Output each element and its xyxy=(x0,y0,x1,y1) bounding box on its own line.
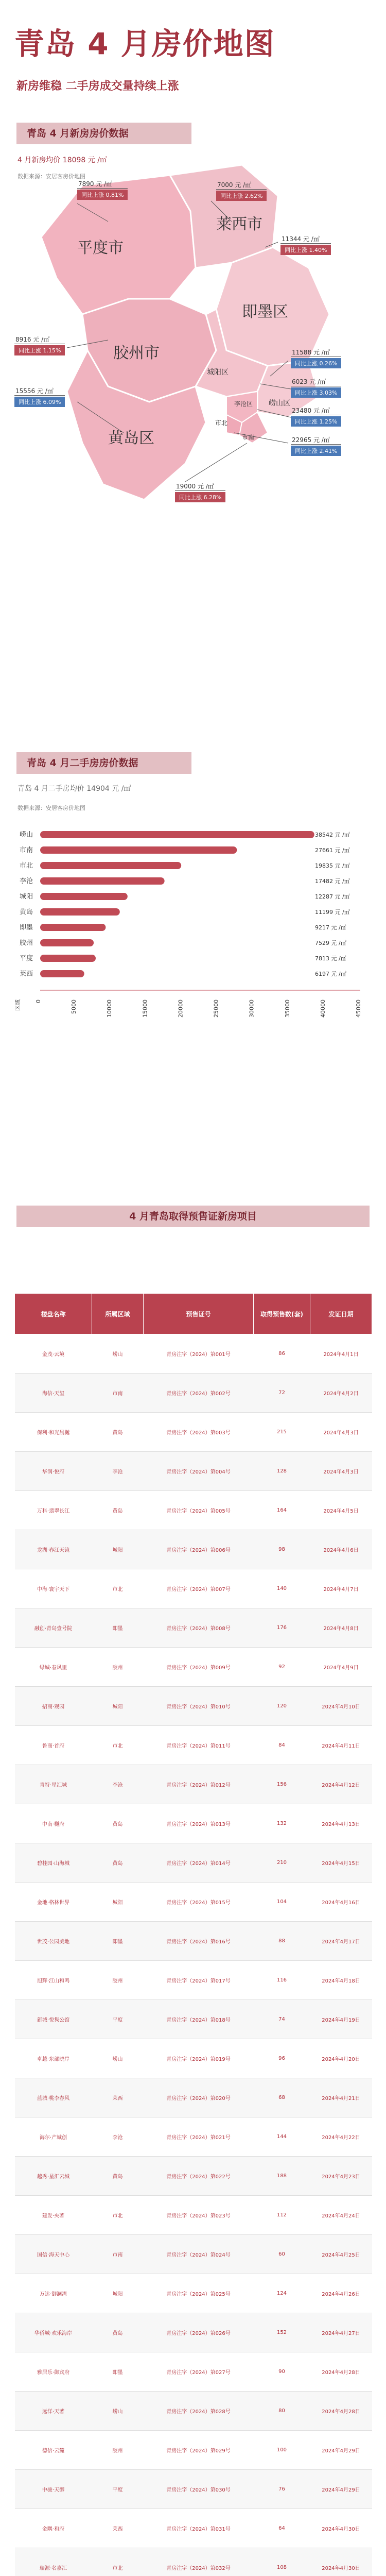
callout-tag: 同比上涨 1.15% xyxy=(14,345,65,355)
bar-value-label: 12287 元 /㎡ xyxy=(315,893,350,900)
callout-tag: 同比上涨 6.28% xyxy=(175,492,225,502)
table-cell: 即墨 xyxy=(92,1608,144,1648)
table-cell: 青房注字（2024）第007号 xyxy=(144,1569,254,1608)
district-label-pingdu: 平度市 xyxy=(77,239,124,257)
bar-value-label: 7813 元 /㎡ xyxy=(315,955,346,962)
table-cell: 2024年4月1日 xyxy=(310,1334,372,1374)
table-cell: 2024年4月29日 xyxy=(310,2431,372,2470)
bar-category-label: 黄岛 xyxy=(20,908,33,916)
table-cell: 旭辉·江山和鸣 xyxy=(15,1961,92,2000)
table-cell: 中骏·天御 xyxy=(15,2470,92,2509)
table-cell: 青房注字（2024）第020号 xyxy=(144,2078,254,2117)
table-cell: 90 xyxy=(254,2352,310,2392)
col-header-district: 所属区域 xyxy=(92,1294,144,1334)
table-cell: 青房注字（2024）第030号 xyxy=(144,2470,254,2509)
table-cell: 华侨城·欢乐海岸 xyxy=(15,2313,92,2352)
table-row xyxy=(15,2470,372,2509)
table-cell: 64 xyxy=(254,2509,310,2548)
table-cell: 2024年4月25日 xyxy=(310,2235,372,2274)
callout-tag: 同比上涨 3.03% xyxy=(291,387,341,398)
table-cell: 120 xyxy=(254,1687,310,1726)
table-row xyxy=(15,1569,372,1608)
table-cell: 140 xyxy=(254,1569,310,1608)
table-cell: 2024年4月11日 xyxy=(310,1726,372,1765)
table-cell: 96 xyxy=(254,2039,310,2078)
table-row xyxy=(15,2352,372,2392)
table-cell: 2024年4月17日 xyxy=(310,1922,372,1961)
table-row xyxy=(15,1413,372,1452)
table-cell: 青房注字（2024）第010号 xyxy=(144,1687,254,1726)
table-cell: 2024年4月23日 xyxy=(310,2157,372,2196)
table-cell: 100 xyxy=(254,2431,310,2470)
table-row xyxy=(15,1765,372,1804)
table-row xyxy=(15,1961,372,2000)
presale-table-wrap xyxy=(14,1293,372,2576)
district-label-licang: 李沧区 xyxy=(234,400,253,408)
table-cell: 152 xyxy=(254,2313,310,2352)
bar-value-label: 19835 元 /㎡ xyxy=(315,862,350,869)
table-row xyxy=(15,1452,372,1491)
table-cell: 2024年4月8日 xyxy=(310,1608,372,1648)
section-title-new-house: 青岛 4 月新房房价数据 xyxy=(16,123,191,144)
callout-value: 22965 元 /㎡ xyxy=(291,435,341,445)
table-cell: 2024年4月7日 xyxy=(310,1569,372,1608)
table-cell: 青房注字（2024）第016号 xyxy=(144,1922,254,1961)
table-cell: 青房注字（2024）第028号 xyxy=(144,2392,254,2431)
table-cell: 崂山 xyxy=(92,2039,144,2078)
table-cell: 2024年4月12日 xyxy=(310,1765,372,1804)
table-cell: 青房注字（2024）第029号 xyxy=(144,2431,254,2470)
table-cell: 绿城·春风里 xyxy=(15,1648,92,1687)
table-cell: 青房注字（2024）第005号 xyxy=(144,1491,254,1530)
table-cell: 2024年4月10日 xyxy=(310,1687,372,1726)
table-cell: 崂山 xyxy=(92,2392,144,2431)
district-label-huangdao: 黄岛区 xyxy=(108,429,154,447)
table-cell: 即墨 xyxy=(92,1922,144,1961)
table-row xyxy=(15,1491,372,1530)
second-hand-avg: 青岛 4 月二手房均价 14904 元 /㎡ xyxy=(17,785,131,793)
col-header-units: 取得预售数(套) xyxy=(254,1294,310,1334)
callout-tag: 同比上涨 0.81% xyxy=(77,190,128,200)
table-cell: 2024年4月9日 xyxy=(310,1648,372,1687)
table-cell: 国信·海天中心 xyxy=(15,2235,92,2274)
table-row xyxy=(15,2039,372,2078)
table-cell: 青房注字（2024）第009号 xyxy=(144,1648,254,1687)
district-label-jimo: 即墨区 xyxy=(242,303,288,321)
second-hand-source: 数据来源：安居客房价地图 xyxy=(17,805,85,811)
table-cell: 74 xyxy=(254,2000,310,2039)
table-cell: 李沧 xyxy=(92,1452,144,1491)
table-cell: 青特·星汇城 xyxy=(15,1765,92,1804)
table-cell: 2024年4月28日 xyxy=(310,2352,372,2392)
table-cell: 青房注字（2024）第031号 xyxy=(144,2509,254,2548)
table-cell: 2024年4月2日 xyxy=(310,1374,372,1413)
table-row xyxy=(15,2157,372,2196)
table-cell: 崂山 xyxy=(92,1334,144,1374)
table-row xyxy=(15,1883,372,1922)
bar-value-label: 11199 元 /㎡ xyxy=(315,909,350,916)
table-cell: 黄岛 xyxy=(92,2157,144,2196)
table-cell: 黄岛 xyxy=(92,1413,144,1452)
table-cell: 鲁商·首府 xyxy=(15,1726,92,1765)
callout-value: 23480 元 /㎡ xyxy=(291,406,341,415)
table-cell: 招商·观园 xyxy=(15,1687,92,1726)
table-row xyxy=(15,2117,372,2157)
table-row xyxy=(15,1648,372,1687)
callout-tag: 同比上涨 1.40% xyxy=(280,245,331,255)
table-cell: 68 xyxy=(254,2078,310,2117)
table-cell: 2024年4月29日 xyxy=(310,2470,372,2509)
table-cell: 2024年4月24日 xyxy=(310,2196,372,2235)
bar xyxy=(40,939,94,946)
table-cell: 108 xyxy=(254,2548,310,2576)
table-cell: 华润·悦府 xyxy=(15,1452,92,1491)
table-cell: 青房注字（2024）第013号 xyxy=(144,1804,254,1843)
table-row xyxy=(15,1922,372,1961)
table-cell: 青房注字（2024）第011号 xyxy=(144,1726,254,1765)
table-row xyxy=(15,1608,372,1648)
x-tick-label: 0 xyxy=(35,999,42,1003)
table-cell: 越秀·星汇云城 xyxy=(15,2157,92,2196)
table-cell: 海尔·产城创 xyxy=(15,2117,92,2157)
callout-value: 8916 元 /㎡ xyxy=(14,335,65,344)
table-cell: 李沧 xyxy=(92,2117,144,2157)
callout-jiaozhou xyxy=(14,335,65,355)
table-cell: 210 xyxy=(254,1843,310,1883)
section-title-presale: 4 月青岛取得预售证新房项目 xyxy=(16,1206,370,1227)
table-cell: 中南·樾府 xyxy=(15,1804,92,1843)
table-cell: 青房注字（2024）第012号 xyxy=(144,1765,254,1804)
table-cell: 雅居乐·御宾府 xyxy=(15,2352,92,2392)
bar xyxy=(40,862,181,869)
callout-tag: 同比上涨 2.41% xyxy=(291,446,341,456)
table-cell: 2024年4月3日 xyxy=(310,1452,372,1491)
callout-value: 11344 元 /㎡ xyxy=(280,234,331,244)
table-cell: 青房注字（2024）第008号 xyxy=(144,1608,254,1648)
table-cell: 青房注字（2024）第001号 xyxy=(144,1334,254,1374)
callout-tag: 同比上涨 6.09% xyxy=(14,397,65,407)
second-hand-bar-chart xyxy=(0,819,386,1066)
bar-value-label: 7529 元 /㎡ xyxy=(315,940,346,946)
table-cell: 青房注字（2024）第004号 xyxy=(144,1452,254,1491)
table-cell: 青房注字（2024）第023号 xyxy=(144,2196,254,2235)
bar xyxy=(40,846,237,854)
page-title: 青岛 4 月房价地图 xyxy=(14,26,275,61)
table-cell: 黄岛 xyxy=(92,1804,144,1843)
table-row xyxy=(15,1804,372,1843)
table-cell: 2024年4月13日 xyxy=(310,1804,372,1843)
table-cell: 98 xyxy=(254,1530,310,1569)
table-row xyxy=(15,1687,372,1726)
bar-category-label: 莱西 xyxy=(20,970,33,978)
table-header-row xyxy=(15,1294,372,1334)
table-cell: 2024年4月27日 xyxy=(310,2313,372,2352)
page-subtitle: 新房维稳 二手房成交量持续上涨 xyxy=(16,80,179,93)
table-cell: 92 xyxy=(254,1648,310,1687)
table-cell: 城阳 xyxy=(92,1687,144,1726)
table-cell: 72 xyxy=(254,1374,310,1413)
table-cell: 青房注字（2024）第015号 xyxy=(144,1883,254,1922)
new-house-source: 数据来源：安居客房价地图 xyxy=(17,173,85,180)
table-cell: 世茂·公园美地 xyxy=(15,1922,92,1961)
table-cell: 2024年4月3日 xyxy=(310,1413,372,1452)
presale-table xyxy=(14,1293,372,2576)
table-cell: 建发·央著 xyxy=(15,2196,92,2235)
bar xyxy=(40,955,96,962)
table-cell: 104 xyxy=(254,1883,310,1922)
district-map xyxy=(0,144,386,567)
table-cell: 中海·寰宇天下 xyxy=(15,1569,92,1608)
table-cell: 胶州 xyxy=(92,1961,144,2000)
table-cell: 龙湖·春江天镜 xyxy=(15,1530,92,1569)
callout-tag: 同比上涨 1.25% xyxy=(291,416,341,427)
table-cell: 卓越·东部晓岸 xyxy=(15,2039,92,2078)
callout-licang xyxy=(291,348,341,368)
bar-category-label: 市北 xyxy=(20,862,33,870)
col-header-permit: 预售证号 xyxy=(144,1294,254,1334)
table-row xyxy=(15,2274,372,2313)
table-cell: 2024年4月15日 xyxy=(310,1843,372,1883)
bar xyxy=(40,908,120,916)
bar-value-label: 38542 元 /㎡ xyxy=(315,832,350,838)
table-cell: 124 xyxy=(254,2274,310,2313)
x-tick-label: 15000 xyxy=(142,999,149,1018)
col-header-project: 楼盘名称 xyxy=(15,1294,92,1334)
table-row xyxy=(15,2509,372,2548)
table-cell: 李沧 xyxy=(92,1765,144,1804)
table-cell: 215 xyxy=(254,1413,310,1452)
table-row xyxy=(15,2313,372,2352)
district-label-chengyang: 城阳区 xyxy=(207,368,229,377)
table-cell: 平度 xyxy=(92,2470,144,2509)
callout-value: 19000 元 /㎡ xyxy=(175,482,225,491)
callout-value: 6023 元 /㎡ xyxy=(291,377,341,386)
table-cell: 2024年4月16日 xyxy=(310,1883,372,1922)
table-cell: 城阳 xyxy=(92,1530,144,1569)
bar xyxy=(40,831,314,838)
table-row xyxy=(15,1843,372,1883)
x-tick-label: 5000 xyxy=(71,999,78,1014)
table-cell: 平度 xyxy=(92,2000,144,2039)
bar-category-label: 市南 xyxy=(20,846,33,854)
district-label-laixi: 莱西市 xyxy=(216,215,262,233)
table-cell: 156 xyxy=(254,1765,310,1804)
table-cell: 2024年4月6日 xyxy=(310,1530,372,1569)
table-cell: 远洋·天著 xyxy=(15,2392,92,2431)
x-tick-label: 35000 xyxy=(284,999,291,1018)
table-cell: 万科·翡翠长江 xyxy=(15,1491,92,1530)
bar-value-label: 9217 元 /㎡ xyxy=(315,924,346,931)
table-row xyxy=(15,2000,372,2039)
table-cell: 保利·和光晨樾 xyxy=(15,1413,92,1452)
table-cell: 瑞源·名嘉汇 xyxy=(15,2548,92,2576)
table-cell: 128 xyxy=(254,1452,310,1491)
table-cell: 2024年4月19日 xyxy=(310,2000,372,2039)
table-cell: 蓝城·桃李春风 xyxy=(15,2078,92,2117)
x-tick-label: 30000 xyxy=(248,999,255,1018)
district-label-laoshan: 崂山区 xyxy=(269,399,290,408)
table-cell: 青房注字（2024）第032号 xyxy=(144,2548,254,2576)
table-row xyxy=(15,2431,372,2470)
col-header-date: 发证日期 xyxy=(310,1294,372,1334)
table-row xyxy=(15,2078,372,2117)
callout-jimo xyxy=(280,234,331,255)
bar-value-label: 6197 元 /㎡ xyxy=(315,971,346,977)
table-cell: 2024年4月30日 xyxy=(310,2548,372,2576)
table-cell: 2024年4月20日 xyxy=(310,2039,372,2078)
new-house-avg: 4 月新房均价 18098 元 /㎡ xyxy=(17,156,107,164)
table-cell: 60 xyxy=(254,2235,310,2274)
x-tick-label: 40000 xyxy=(319,999,326,1018)
table-cell: 莱西 xyxy=(92,2509,144,2548)
bar-category-label: 李沧 xyxy=(20,877,33,885)
table-cell: 青房注字（2024）第003号 xyxy=(144,1413,254,1452)
table-cell: 胶州 xyxy=(92,2431,144,2470)
table-row xyxy=(15,1374,372,1413)
table-cell: 青房注字（2024）第006号 xyxy=(144,1530,254,1569)
x-tick-label: 10000 xyxy=(106,999,113,1018)
table-cell: 176 xyxy=(254,1608,310,1648)
table-cell: 市南 xyxy=(92,2235,144,2274)
table-cell: 青房注字（2024）第014号 xyxy=(144,1843,254,1883)
table-row xyxy=(15,1726,372,1765)
table-cell: 城阳 xyxy=(92,2274,144,2313)
table-cell: 即墨 xyxy=(92,2352,144,2392)
table-row xyxy=(15,2235,372,2274)
table-cell: 融创·青岛壹号院 xyxy=(15,1608,92,1648)
table-cell: 88 xyxy=(254,1922,310,1961)
x-tick-label: 区域 xyxy=(14,999,21,1011)
table-cell: 2024年4月21日 xyxy=(310,2078,372,2117)
bar xyxy=(40,924,106,931)
callout-value: 15556 元 /㎡ xyxy=(14,386,65,396)
x-tick-label: 20000 xyxy=(177,999,184,1018)
table-cell: 80 xyxy=(254,2392,310,2431)
table-row xyxy=(15,2548,372,2576)
table-cell: 海信·天玺 xyxy=(15,1374,92,1413)
table-cell: 青房注字（2024）第022号 xyxy=(144,2157,254,2196)
district-label-shinan: 市南 xyxy=(242,434,255,441)
callout-tag: 同比上涨 0.26% xyxy=(291,358,341,368)
table-cell: 青房注字（2024）第027号 xyxy=(144,2352,254,2392)
table-cell: 2024年4月18日 xyxy=(310,1961,372,2000)
table-cell: 金地·格林世界 xyxy=(15,1883,92,1922)
table-cell: 青房注字（2024）第002号 xyxy=(144,1374,254,1413)
district-label-shibei: 市北 xyxy=(215,419,228,427)
bar xyxy=(40,893,128,900)
callout-tag: 同比上涨 2.62% xyxy=(216,191,267,201)
callout-pingdu xyxy=(77,179,128,200)
table-cell: 青房注字（2024）第024号 xyxy=(144,2235,254,2274)
table-cell: 2024年4月22日 xyxy=(310,2117,372,2157)
table-cell: 76 xyxy=(254,2470,310,2509)
district-label-jiaozhou: 胶州市 xyxy=(113,344,160,362)
bar-value-label: 27661 元 /㎡ xyxy=(315,847,350,854)
table-cell: 碧桂园·山海城 xyxy=(15,1843,92,1883)
table-cell: 144 xyxy=(254,2117,310,2157)
bar-value-label: 17482 元 /㎡ xyxy=(315,878,350,885)
x-tick-label: 25000 xyxy=(213,999,220,1018)
table-cell: 112 xyxy=(254,2196,310,2235)
callout-value: 7000 元 /㎡ xyxy=(216,180,267,190)
table-cell: 116 xyxy=(254,1961,310,2000)
bar-category-label: 平度 xyxy=(20,955,33,962)
table-cell: 2024年4月30日 xyxy=(310,2509,372,2548)
table-row xyxy=(15,1530,372,1569)
table-row xyxy=(15,1334,372,1374)
bar-category-label: 崂山 xyxy=(20,831,33,839)
table-cell: 青房注字（2024）第017号 xyxy=(144,1961,254,2000)
table-cell: 164 xyxy=(254,1491,310,1530)
bar-category-label: 城阳 xyxy=(20,893,33,901)
table-cell: 188 xyxy=(254,2157,310,2196)
table-cell: 市北 xyxy=(92,2196,144,2235)
table-cell: 132 xyxy=(254,1804,310,1843)
table-cell: 莱西 xyxy=(92,2078,144,2117)
bar-category-label: 胶州 xyxy=(20,939,33,947)
table-cell: 青房注字（2024）第018号 xyxy=(144,2000,254,2039)
table-cell: 市北 xyxy=(92,1569,144,1608)
callout-value: 11588 元 /㎡ xyxy=(291,348,341,357)
table-cell: 市北 xyxy=(92,1726,144,1765)
table-cell: 万达·御澜湾 xyxy=(15,2274,92,2313)
callout-shinan xyxy=(291,435,341,456)
bar-category-label: 即墨 xyxy=(20,924,33,931)
table-cell: 新城·悦隽公馆 xyxy=(15,2000,92,2039)
bar xyxy=(40,970,84,977)
table-cell: 2024年4月26日 xyxy=(310,2274,372,2313)
table-cell: 青房注字（2024）第026号 xyxy=(144,2313,254,2352)
table-row xyxy=(15,2196,372,2235)
table-cell: 市南 xyxy=(92,1374,144,1413)
table-cell: 市北 xyxy=(92,2548,144,2576)
callout-value: 7890 元 /㎡ xyxy=(77,179,128,189)
table-cell: 84 xyxy=(254,1726,310,1765)
table-cell: 青房注字（2024）第025号 xyxy=(144,2274,254,2313)
callout-huangdao xyxy=(14,386,65,407)
table-cell: 2024年4月28日 xyxy=(310,2392,372,2431)
table-cell: 黄岛 xyxy=(92,2313,144,2352)
callout-laoshan xyxy=(291,377,341,398)
table-cell: 2024年4月5日 xyxy=(310,1491,372,1530)
table-cell: 胶州 xyxy=(92,1648,144,1687)
table-cell: 86 xyxy=(254,1334,310,1374)
section-title-second-hand: 青岛 4 月二手房房价数据 xyxy=(16,752,191,774)
table-cell: 黄岛 xyxy=(92,1843,144,1883)
bar xyxy=(40,877,165,885)
x-tick-label: 45000 xyxy=(355,999,362,1018)
callout-shibei xyxy=(291,406,341,427)
callout-laixi xyxy=(216,180,267,201)
callout-chengyang xyxy=(175,482,225,502)
table-cell: 城阳 xyxy=(92,1883,144,1922)
table-cell: 金茂·云境 xyxy=(15,1334,92,1374)
table-cell: 黄岛 xyxy=(92,1491,144,1530)
table-cell: 德信·云麓 xyxy=(15,2431,92,2470)
table-cell: 青房注字（2024）第021号 xyxy=(144,2117,254,2157)
table-cell: 青房注字（2024）第019号 xyxy=(144,2039,254,2078)
table-row xyxy=(15,2392,372,2431)
table-cell: 金隅·和府 xyxy=(15,2509,92,2548)
